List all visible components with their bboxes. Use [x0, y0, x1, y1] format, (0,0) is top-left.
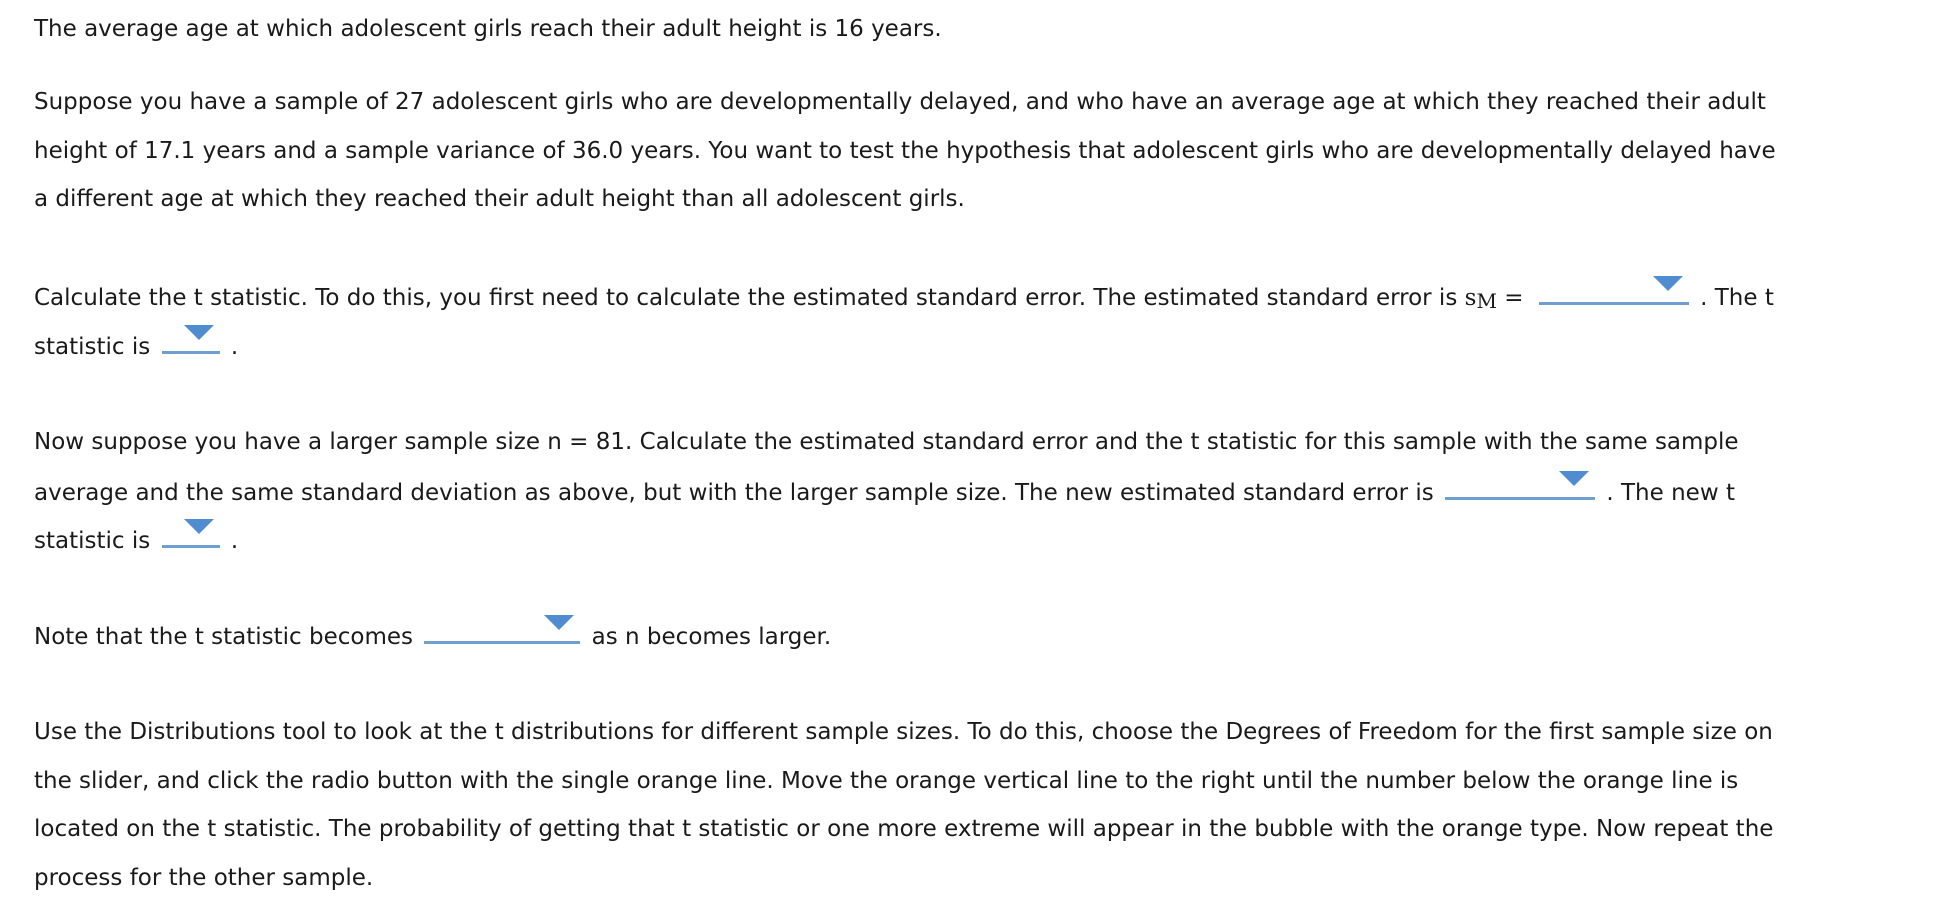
- tool-paragraph: [34, 708, 1773, 902]
- standard-error-dropdown[interactable]: [1539, 272, 1689, 305]
- tool-line-2: the slider, and click the radio button with the single orange line. Move the orange vertical line to the right until the number below the orange line is: [34, 757, 1773, 806]
- note-paragraph: [34, 611, 831, 660]
- calc-line-2: [34, 321, 1774, 370]
- tool-line-3: located on the t statistic. The probability of getting that t statistic or one more extreme will appear in the bubble with the orange type. Now repeat the: [34, 805, 1773, 854]
- intro-text: The average age at which adolescent girls reach their adult height is 16 years.: [34, 5, 942, 54]
- scenario-line-1: Suppose you have a sample of 27 adolescent girls who are developmentally delayed, and who have an average age at which they reached their adult: [34, 78, 1776, 127]
- larger-line-3: [34, 515, 1739, 564]
- new-standard-error-dropdown[interactable]: [1445, 467, 1595, 500]
- scenario-paragraph: [34, 78, 1776, 224]
- new-t-statistic-label: statistic is: [34, 528, 150, 554]
- sm-equals: =: [1497, 285, 1524, 311]
- t-statistic-label: statistic is: [34, 334, 150, 360]
- chevron-down-icon: [184, 519, 214, 534]
- larger-line-1: Now suppose you have a larger sample size n = 81. Calculate the estimated standard error and the t statistic for this sample with the same sample: [34, 418, 1739, 467]
- new-t-statistic-end: .: [231, 528, 238, 554]
- calc-text: Calculate the t statistic. To do this, you first need to calculate the estimated standard error. The estimated standard error is: [34, 285, 1465, 311]
- t-statistic-end: .: [231, 334, 238, 360]
- t-trend-dropdown[interactable]: [424, 611, 580, 644]
- scenario-line-3: a different age at which they reached their adult height than all adolescent girls.: [34, 175, 1776, 224]
- calc-line-1: [34, 272, 1774, 321]
- new-t-statistic-dropdown[interactable]: [162, 515, 220, 548]
- sm-subscript: M: [1476, 289, 1496, 313]
- chevron-down-icon: [1653, 276, 1683, 291]
- chevron-down-icon: [544, 615, 574, 630]
- after-se-text: . The t: [1700, 285, 1774, 311]
- intro-paragraph: [34, 5, 942, 54]
- note-after-text: as n becomes larger.: [592, 624, 832, 650]
- tool-line-1: Use the Distributions tool to look at the t distributions for different sample sizes. To do this, choose the Degrees of Freedom for the first sample size on: [34, 708, 1773, 757]
- scenario-line-2: height of 17.1 years and a sample variance of 36.0 years. You want to test the hypothesis that adolescent girls who are developmentally delayed have: [34, 127, 1776, 176]
- chevron-down-icon: [1559, 471, 1589, 486]
- note-before-text: Note that the t statistic becomes: [34, 624, 413, 650]
- chevron-down-icon: [184, 325, 214, 340]
- after-new-se-text: . The new t: [1606, 480, 1735, 506]
- new-se-text: average and the same standard deviation as above, but with the larger sample size. The new estimated standard error is: [34, 480, 1434, 506]
- t-statistic-dropdown[interactable]: [162, 321, 220, 354]
- larger-line-2: [34, 467, 1739, 516]
- calc-paragraph: [34, 272, 1774, 369]
- sm-symbol: s: [1465, 285, 1477, 311]
- larger-sample-paragraph: [34, 418, 1739, 564]
- note-line: [34, 611, 831, 660]
- tool-line-4: process for the other sample.: [34, 854, 1773, 902]
